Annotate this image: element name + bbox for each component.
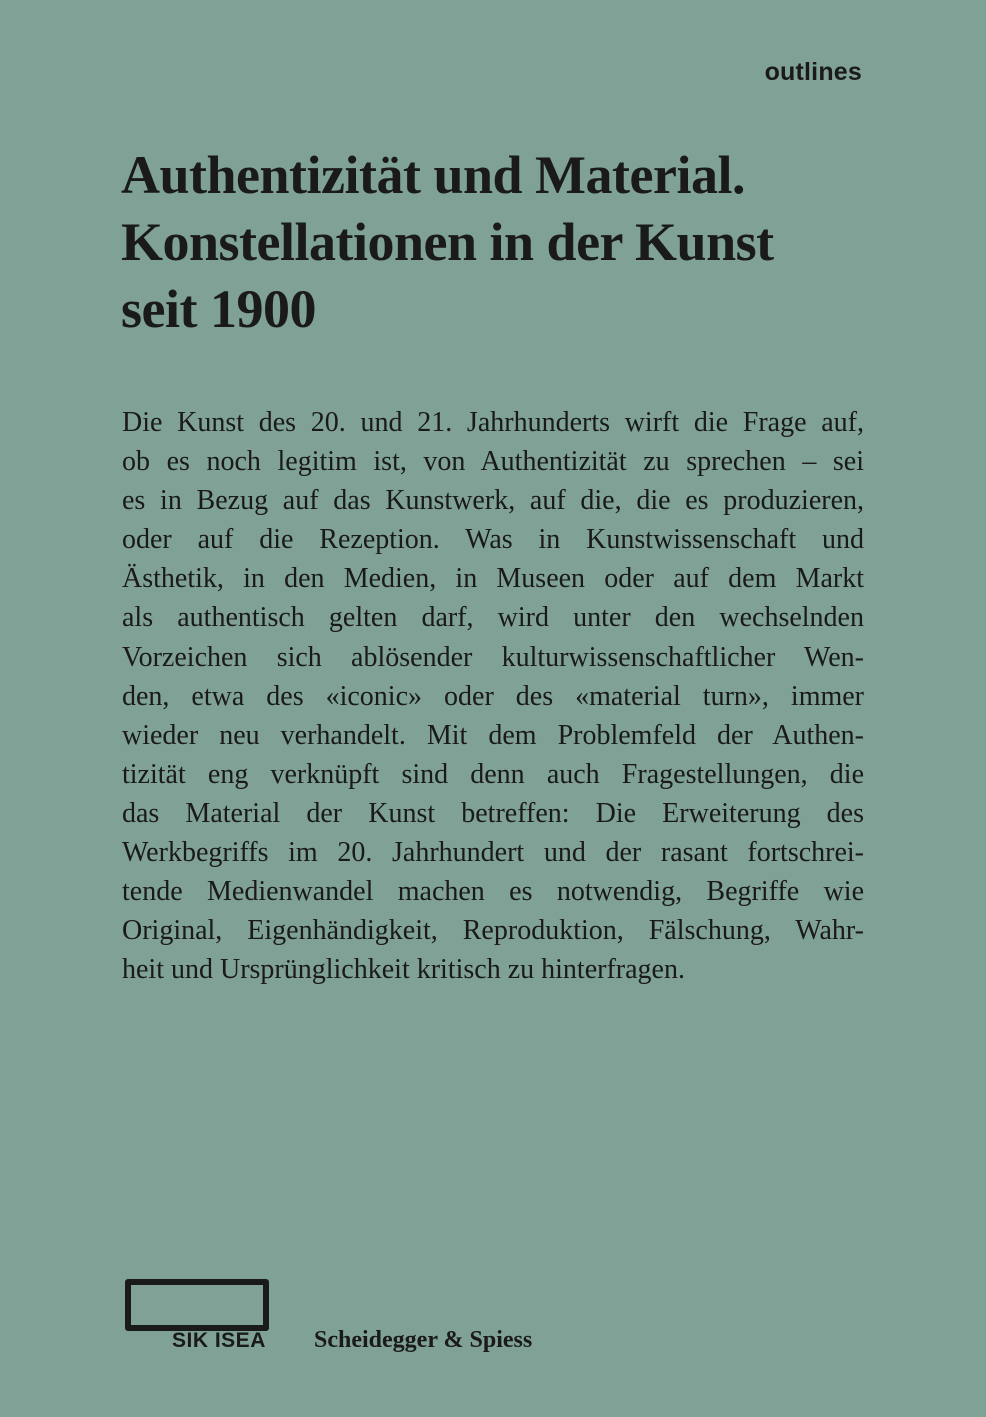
- blurb-line: es in Bezug auf das Kunstwerk, auf die, die es produzieren,: [122, 485, 864, 517]
- blurb-line: als authentisch gelten darf, wird unter den wechselnden: [122, 602, 864, 634]
- blurb-line: ob es noch legitim ist, von Authentizität zu sprechen – sei: [122, 446, 864, 478]
- blurb-line: tende Medienwandel machen es notwendig, Begriffe wie: [122, 876, 864, 908]
- blurb-line: den, etwa des «iconic» oder des «material turn», immer: [122, 680, 864, 712]
- blurb-line: Ästhetik, in den Medien, in Museen oder auf dem Markt: [122, 563, 864, 595]
- blurb-line: oder auf die Rezeption. Was in Kunstwissenschaft und: [122, 524, 864, 556]
- blurb-line: heit und Ursprünglichkeit kritisch zu hinterfragen.: [122, 954, 685, 986]
- sik-isea-logo-icon: [125, 1279, 269, 1331]
- blurb-line: Original, Eigenhändigkeit, Reproduktion, Fälschung, Wahr-: [122, 915, 864, 947]
- title-line: Konstellationen in der Kunst: [121, 212, 774, 272]
- title-line: Authentizität und Material.: [121, 145, 745, 205]
- title-line: seit 1900: [121, 279, 316, 339]
- blurb-line: Werkbegriffs im 20. Jahrhundert und der rasant fortschrei-: [122, 837, 864, 869]
- blurb-line: Vorzeichen sich ablösender kulturwissenschaftlicher Wen-: [122, 641, 864, 673]
- blurb-line: Die Kunst des 20. und 21. Jahrhunderts wirft die Frage auf,: [122, 407, 864, 438]
- blurb-line: wieder neu verhandelt. Mit dem Problemfeld der Authen-: [122, 719, 864, 751]
- publisher-name: Scheidegger & Spiess: [314, 1327, 533, 1353]
- blurb-text: [122, 403, 864, 989]
- book-title: [121, 142, 881, 343]
- blurb-line: tizität eng verknüpft sind denn auch Fragestellungen, die: [122, 758, 864, 790]
- blurb-line: das Material der Kunst betreffen: Die Erweiterung des: [122, 797, 864, 829]
- sik-isea-logo-text: SIK ISEA: [172, 1329, 266, 1352]
- series-label: outlines: [764, 58, 862, 86]
